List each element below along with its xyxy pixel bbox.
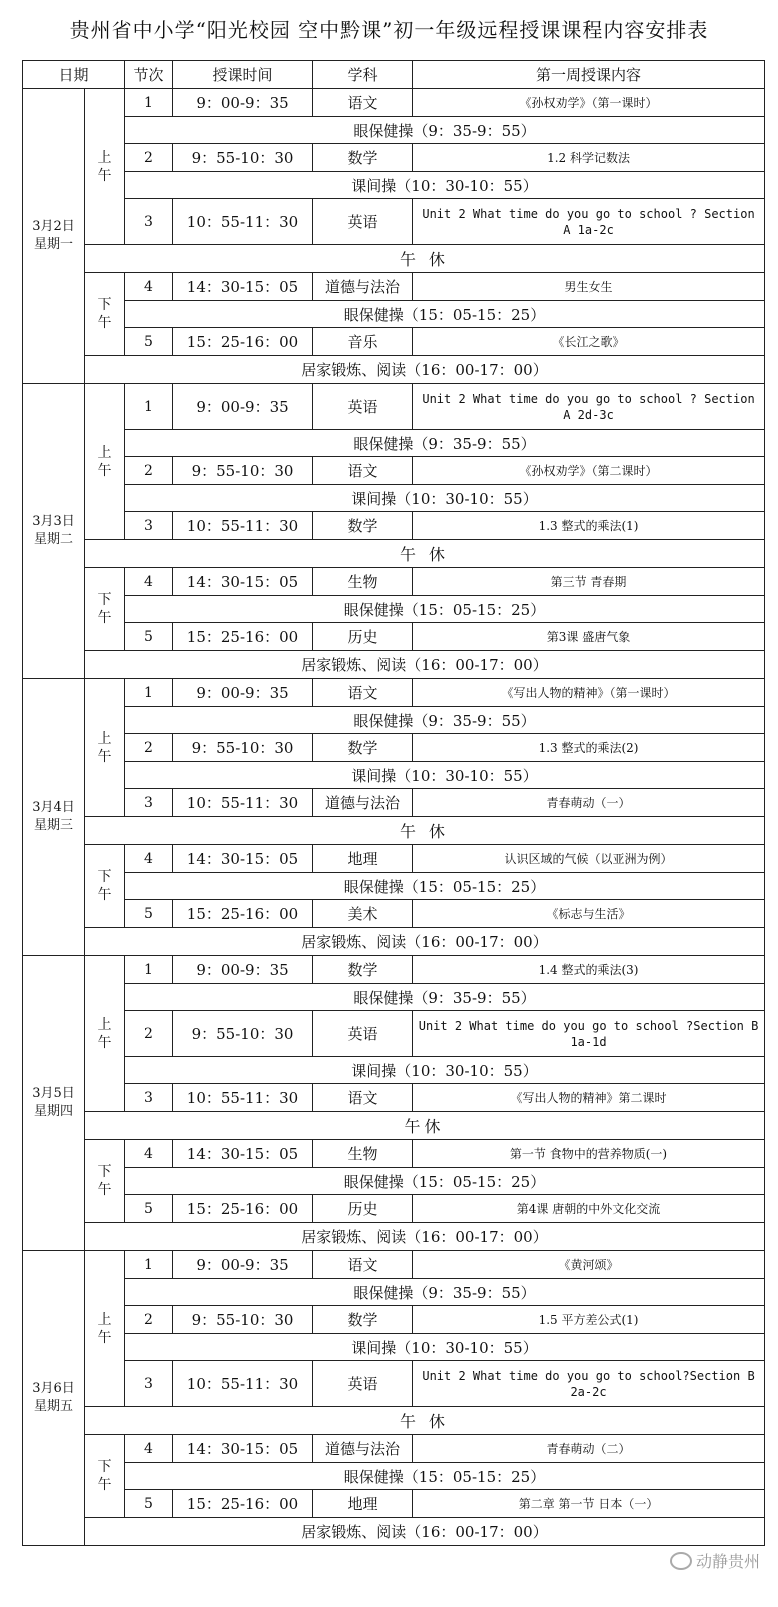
- period-number: 4: [125, 1435, 173, 1463]
- class-content: 第三节 青春期: [413, 568, 765, 596]
- class-subject: 英语: [313, 1011, 413, 1057]
- noon-break-row: [23, 1112, 765, 1140]
- class-subject: 语文: [313, 1251, 413, 1279]
- table-row: [23, 1334, 765, 1361]
- morning-label-text: 上午: [97, 444, 112, 479]
- table-row: [23, 1361, 765, 1407]
- period-number: 5: [125, 328, 173, 356]
- class-time: 9：00-9：35: [173, 1251, 313, 1279]
- period-number: 3: [125, 1361, 173, 1407]
- afternoon-label: [85, 568, 125, 651]
- class-content: 《标志与生活》: [413, 900, 765, 928]
- day-date-cell: [23, 679, 85, 956]
- class-time: 15：25-16：00: [173, 328, 313, 356]
- header-period: 节次: [125, 61, 173, 89]
- watermark: [670, 1549, 760, 1572]
- morning-label-text: 上午: [97, 1016, 112, 1051]
- class-time: 9：55-10：30: [173, 144, 313, 172]
- class-subject: 生物: [313, 1140, 413, 1168]
- table-row: [23, 623, 765, 651]
- day-date: 3月3日: [32, 514, 75, 529]
- class-time: 14：30-15：05: [173, 568, 313, 596]
- table-row: [23, 1435, 765, 1463]
- period-number: 2: [125, 144, 173, 172]
- evening-activity-label: 居家锻炼、阅读（16：00-17：00）: [85, 356, 765, 384]
- class-subject: 道德与法治: [313, 273, 413, 301]
- class-subject: 英语: [313, 384, 413, 430]
- period-number: 4: [125, 1140, 173, 1168]
- break-row-label: 眼保健操（15：05-15：25）: [125, 1463, 765, 1490]
- period-number: 2: [125, 457, 173, 485]
- table-row: [23, 1168, 765, 1195]
- table-row: [23, 1251, 765, 1279]
- evening-activity-label: 居家锻炼、阅读（16：00-17：00）: [85, 1223, 765, 1251]
- evening-activity-row: [23, 651, 765, 679]
- class-subject: 音乐: [313, 328, 413, 356]
- table-row: [23, 328, 765, 356]
- period-number: 2: [125, 1011, 173, 1057]
- noon-break-label: 午 休: [85, 817, 765, 845]
- class-content: 男生女生: [413, 273, 765, 301]
- schedule-body: [23, 89, 765, 1546]
- morning-label-text: 上午: [97, 1311, 112, 1346]
- class-subject: 历史: [313, 623, 413, 651]
- morning-label: [85, 679, 125, 817]
- class-time: 14：30-15：05: [173, 1435, 313, 1463]
- period-number: 4: [125, 845, 173, 873]
- class-time: 14：30-15：05: [173, 845, 313, 873]
- morning-label-text: 上午: [97, 149, 112, 184]
- break-row-label: 课间操（10：30-10：55）: [125, 1057, 765, 1084]
- afternoon-label-text: 下午: [97, 1459, 112, 1493]
- day-date-cell: [23, 89, 85, 384]
- chat-bubble-icon: [670, 1552, 692, 1570]
- class-time: 9：55-10：30: [173, 1306, 313, 1334]
- table-row: [23, 273, 765, 301]
- table-row: [23, 1306, 765, 1334]
- table-row: [23, 900, 765, 928]
- class-subject: 语文: [313, 679, 413, 707]
- class-time: 9：00-9：35: [173, 956, 313, 984]
- class-subject: 美术: [313, 900, 413, 928]
- table-row: [23, 734, 765, 762]
- period-number: 2: [125, 1306, 173, 1334]
- period-number: 5: [125, 900, 173, 928]
- table-row: [23, 984, 765, 1011]
- period-number: 1: [125, 89, 173, 117]
- class-subject: 语文: [313, 457, 413, 485]
- table-row: [23, 117, 765, 144]
- class-time: 10：55-11：30: [173, 199, 313, 245]
- table-row: [23, 199, 765, 245]
- class-content: 1.2 科学记数法: [413, 144, 765, 172]
- day-date: 3月5日: [32, 1086, 75, 1101]
- class-time: 10：55-11：30: [173, 789, 313, 817]
- class-content: Unit 2 What time do you go to school ?Section B 1a-1d: [413, 1011, 765, 1057]
- class-time: 9：00-9：35: [173, 679, 313, 707]
- class-time: 14：30-15：05: [173, 1140, 313, 1168]
- header-row: [23, 61, 765, 89]
- table-row: [23, 845, 765, 873]
- table-row: [23, 762, 765, 789]
- class-subject: 数学: [313, 512, 413, 540]
- day-weekday: 星期二: [33, 532, 73, 547]
- period-number: 4: [125, 568, 173, 596]
- class-subject: 道德与法治: [313, 1435, 413, 1463]
- table-row: [23, 1279, 765, 1306]
- afternoon-label: [85, 1435, 125, 1518]
- class-content: 第4课 唐朝的中外文化交流: [413, 1195, 765, 1223]
- afternoon-label-text: 下午: [97, 1164, 112, 1198]
- break-row-label: 眼保健操（9：35-9：55）: [125, 707, 765, 734]
- watermark-text: 动静贵州: [695, 1552, 760, 1571]
- break-row-label: 眼保健操（15：05-15：25）: [125, 596, 765, 623]
- class-content: Unit 2 What time do you go to school?Section B 2a-2c: [413, 1361, 765, 1407]
- period-number: 1: [125, 679, 173, 707]
- evening-activity-label: 居家锻炼、阅读（16：00-17：00）: [85, 651, 765, 679]
- class-content: 第二章 第一节 日本（一）: [413, 1490, 765, 1518]
- class-time: 9：00-9：35: [173, 89, 313, 117]
- table-row: [23, 707, 765, 734]
- page-title: 贵州省中小学“阳光校园 空中黔课”初一年级远程授课课程内容安排表: [69, 18, 709, 42]
- class-subject: 英语: [313, 1361, 413, 1407]
- class-content: 青春萌动（一）: [413, 789, 765, 817]
- noon-break-row: [23, 245, 765, 273]
- break-row-label: 课间操（10：30-10：55）: [125, 485, 765, 512]
- day-weekday: 星期三: [33, 818, 73, 833]
- table-row: [23, 430, 765, 457]
- afternoon-label: [85, 273, 125, 356]
- table-row: [23, 384, 765, 430]
- class-content: 《写出人物的精神》第二课时: [413, 1084, 765, 1112]
- day-weekday: 星期五: [33, 1399, 73, 1414]
- class-time: 10：55-11：30: [173, 1084, 313, 1112]
- header-date: 日期: [23, 61, 125, 89]
- class-time: 15：25-16：00: [173, 623, 313, 651]
- evening-activity-row: [23, 356, 765, 384]
- day-date: 3月4日: [32, 800, 75, 815]
- period-number: 2: [125, 734, 173, 762]
- class-content: 1.4 整式的乘法(3): [413, 956, 765, 984]
- table-row: [23, 789, 765, 817]
- class-time: 10：55-11：30: [173, 1361, 313, 1407]
- class-content: 1.3 整式的乘法(1): [413, 512, 765, 540]
- class-subject: 生物: [313, 568, 413, 596]
- class-subject: 英语: [313, 199, 413, 245]
- class-content: 《长江之歌》: [413, 328, 765, 356]
- period-number: 1: [125, 956, 173, 984]
- noon-break-row: [23, 540, 765, 568]
- break-row-label: 眼保健操（9：35-9：55）: [125, 984, 765, 1011]
- schedule-table: [22, 60, 765, 1546]
- table-row: [23, 1011, 765, 1057]
- afternoon-label-text: 下午: [97, 592, 112, 626]
- table-row: [23, 144, 765, 172]
- class-subject: 数学: [313, 144, 413, 172]
- day-date-cell: [23, 384, 85, 679]
- morning-label: [85, 1251, 125, 1407]
- table-row: [23, 679, 765, 707]
- day-date: 3月2日: [32, 219, 75, 234]
- noon-break-row: [23, 817, 765, 845]
- noon-break-label: 午休: [85, 1112, 765, 1140]
- table-row: [23, 1195, 765, 1223]
- class-time: 9：55-10：30: [173, 457, 313, 485]
- class-subject: 数学: [313, 1306, 413, 1334]
- class-content: 《孙权劝学》（第一课时）: [413, 89, 765, 117]
- class-time: 9：55-10：30: [173, 734, 313, 762]
- class-subject: 道德与法治: [313, 789, 413, 817]
- class-content: 第3课 盛唐气象: [413, 623, 765, 651]
- day-date-cell: [23, 1251, 85, 1546]
- class-subject: 数学: [313, 956, 413, 984]
- period-number: 1: [125, 1251, 173, 1279]
- table-row: [23, 512, 765, 540]
- morning-label: [85, 89, 125, 245]
- class-content: 《写出人物的精神》（第一课时）: [413, 679, 765, 707]
- header-subject: 学科: [313, 61, 413, 89]
- class-content: 1.3 整式的乘法(2): [413, 734, 765, 762]
- table-row: [23, 596, 765, 623]
- class-subject: 语文: [313, 1084, 413, 1112]
- class-time: 15：25-16：00: [173, 1195, 313, 1223]
- evening-activity-label: 居家锻炼、阅读（16：00-17：00）: [85, 1518, 765, 1546]
- noon-break-label: 午 休: [85, 245, 765, 273]
- table-row: [23, 956, 765, 984]
- header-content: 第一周授课内容: [413, 61, 765, 89]
- table-row: [23, 485, 765, 512]
- period-number: 4: [125, 273, 173, 301]
- class-content: 第一节 食物中的营养物质(一): [413, 1140, 765, 1168]
- afternoon-label: [85, 845, 125, 928]
- table-row: [23, 301, 765, 328]
- break-row-label: 眼保健操（9：35-9：55）: [125, 1279, 765, 1306]
- class-time: 9：55-10：30: [173, 1011, 313, 1057]
- table-row: [23, 873, 765, 900]
- afternoon-label-text: 下午: [97, 869, 112, 903]
- class-time: 10：55-11：30: [173, 512, 313, 540]
- class-subject: 语文: [313, 89, 413, 117]
- break-row-label: 眼保健操（9：35-9：55）: [125, 117, 765, 144]
- day-date: 3月6日: [32, 1381, 75, 1396]
- period-number: 3: [125, 1084, 173, 1112]
- afternoon-label-text: 下午: [97, 297, 112, 331]
- header-time: 授课时间: [173, 61, 313, 89]
- noon-break-label: 午 休: [85, 1407, 765, 1435]
- period-number: 3: [125, 199, 173, 245]
- day-weekday: 星期四: [33, 1104, 73, 1119]
- class-subject: 历史: [313, 1195, 413, 1223]
- class-subject: 地理: [313, 1490, 413, 1518]
- morning-label: [85, 956, 125, 1112]
- period-number: 5: [125, 1195, 173, 1223]
- table-row: [23, 1084, 765, 1112]
- break-row-label: 眼保健操（15：05-15：25）: [125, 301, 765, 328]
- class-subject: 地理: [313, 845, 413, 873]
- table-row: [23, 568, 765, 596]
- noon-break-label: 午 休: [85, 540, 765, 568]
- period-number: 5: [125, 623, 173, 651]
- break-row-label: 眼保健操（15：05-15：25）: [125, 873, 765, 900]
- break-row-label: 眼保健操（15：05-15：25）: [125, 1168, 765, 1195]
- evening-activity-row: [23, 1223, 765, 1251]
- table-row: [23, 172, 765, 199]
- class-time: 14：30-15：05: [173, 273, 313, 301]
- class-time: 9：00-9：35: [173, 384, 313, 430]
- break-row-label: 课间操（10：30-10：55）: [125, 762, 765, 789]
- afternoon-label: [85, 1140, 125, 1223]
- day-weekday: 星期一: [33, 237, 73, 252]
- class-content: 《黄河颂》: [413, 1251, 765, 1279]
- period-number: 3: [125, 789, 173, 817]
- class-content: Unit 2 What time do you go to school ? Section A 2d-3c: [413, 384, 765, 430]
- table-row: [23, 1140, 765, 1168]
- day-date-cell: [23, 956, 85, 1251]
- class-time: 15：25-16：00: [173, 900, 313, 928]
- evening-activity-row: [23, 1518, 765, 1546]
- class-subject: 数学: [313, 734, 413, 762]
- table-row: [23, 1463, 765, 1490]
- period-number: 3: [125, 512, 173, 540]
- class-content: 1.5 平方差公式(1): [413, 1306, 765, 1334]
- noon-break-row: [23, 1407, 765, 1435]
- period-number: 1: [125, 384, 173, 430]
- morning-label: [85, 384, 125, 540]
- class-content: 认识区域的气候（以亚洲为例）: [413, 845, 765, 873]
- class-time: 15：25-16：00: [173, 1490, 313, 1518]
- table-row: [23, 457, 765, 485]
- break-row-label: 课间操（10：30-10：55）: [125, 1334, 765, 1361]
- table-row: [23, 1490, 765, 1518]
- class-content: Unit 2 What time do you go to school ? Section A 1a-2c: [413, 199, 765, 245]
- period-number: 5: [125, 1490, 173, 1518]
- break-row-label: 课间操（10：30-10：55）: [125, 172, 765, 199]
- class-content: 青春萌动（二）: [413, 1435, 765, 1463]
- morning-label-text: 上午: [97, 730, 112, 765]
- table-row: [23, 1057, 765, 1084]
- table-row: [23, 89, 765, 117]
- break-row-label: 眼保健操（9：35-9：55）: [125, 430, 765, 457]
- class-content: 《孙权劝学》（第二课时）: [413, 457, 765, 485]
- evening-activity-row: [23, 928, 765, 956]
- evening-activity-label: 居家锻炼、阅读（16：00-17：00）: [85, 928, 765, 956]
